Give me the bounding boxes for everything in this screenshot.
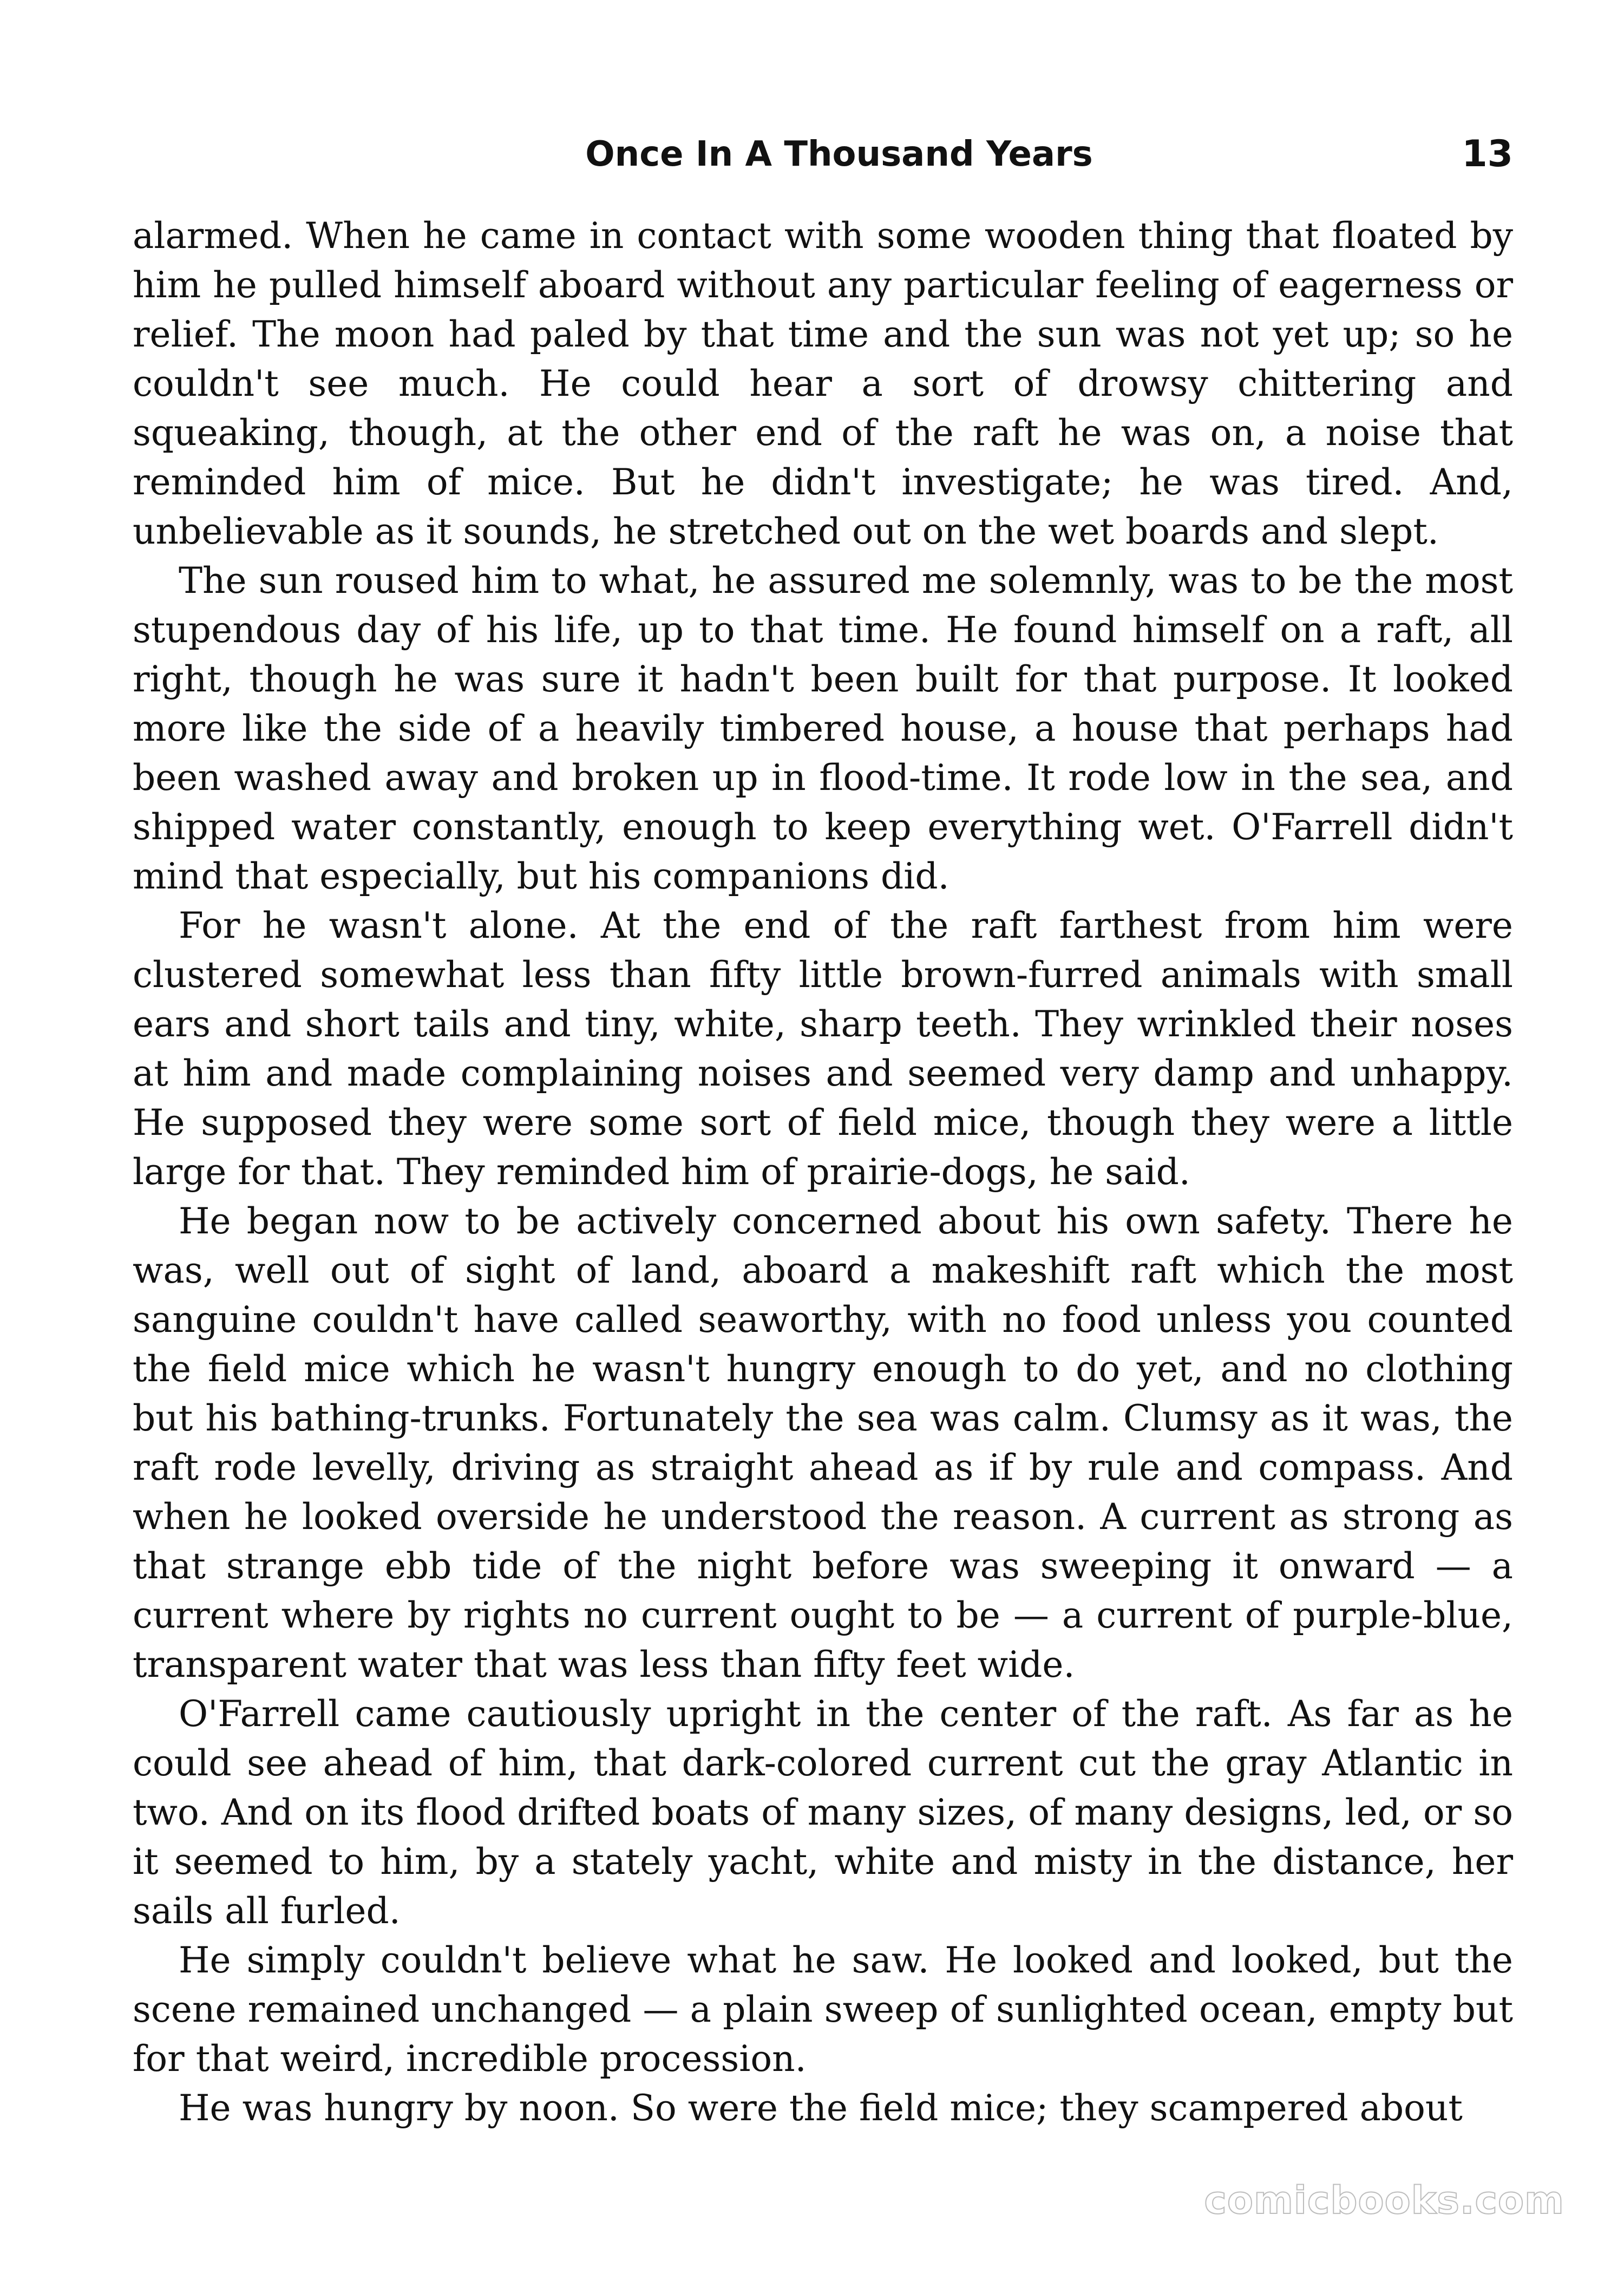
paragraph-5: O'Farrell came cautiously upright in the center of the raft. As far as he could see ahead of him, that dark-colored current cut the gray Atlantic in two. And on its flood drifted boats of many sizes, of many designs, led, or so it seemed to him, by a stately yacht, white and misty in the distance, her sails all furled. <box>133 1693 1513 1932</box>
page-number: 13 <box>1462 133 1513 175</box>
paragraph-2: The sun roused him to what, he assured me solemnly, was to be the most stupendous day of his life, up to that time. He found himself on a raft, all right, though he was sure it hadn't been built for that purpose. It looked more like the side of a heavily timbered house, a house that perhaps had been washed away and broken up in flood-time. It rode low in the sea, and shipped water constantly, enough to keep everything wet. O'Farrell didn't mind that especially, but his companions did. <box>133 560 1513 897</box>
paragraph-7: He was hungry by noon. So were the field mice; they scampered about <box>179 2087 1463 2129</box>
paragraph-3: For he wasn't alone. At the end of the raft farthest from him were clustered somewhat less than fifty little brown-furred animals with small ears and short tails and tiny, white, sharp teeth. They wrinkled their noses at him and made complaining noises and seemed very damp and unhappy. He supposed they were some sort of field mice, though they were a little large for that. They reminded him of prairie-dogs, he said. <box>133 905 1513 1193</box>
watermark: comicbooks.com <box>1204 2178 1564 2223</box>
body-text <box>133 211 1513 2133</box>
running-head <box>133 127 1513 192</box>
paragraph-6: He simply couldn't believe what he saw. He looked and looked, but the scene remained unchanged — a plain sweep of sunlighted ocean, empty but for that weird, incredible procession. <box>133 1939 1513 2080</box>
paragraph-1: alarmed. When he came in contact with some wooden thing that floated by him he pulled himself aboard without any particular feeling of eagerness or relief. The moon had paled by that time and the sun was not yet up; so he couldn't see much. He could hear a sort of drowsy chittering and squeaking, though, at the other end of the raft he was on, a noise that reminded him of mice. But he didn't investigate; he was tired. And, unbelievable as it sounds, he stretched out on the wet boards and slept. <box>133 215 1513 552</box>
running-title: Once In A Thousand Years <box>585 134 1093 174</box>
paragraph-4: He began now to be actively concerned about his own safety. There he was, well out of sight of land, aboard a makeshift raft which the most sanguine couldn't have called seaworthy, with no food unless you counted the field mice which he wasn't hungry enough to do yet, and no clothing but his bathing-trunks. Fortunately the sea was calm. Clumsy as it was, the raft rode levelly, driving as straight ahead as if by rule and compass. And when he looked overside he understood the reason. A current as strong as that strange ebb tide of the night before was sweeping it onward — a current where by rights no current ought to be — a current of purple-blue, transparent water that was less than fifty feet wide. <box>133 1200 1513 1685</box>
